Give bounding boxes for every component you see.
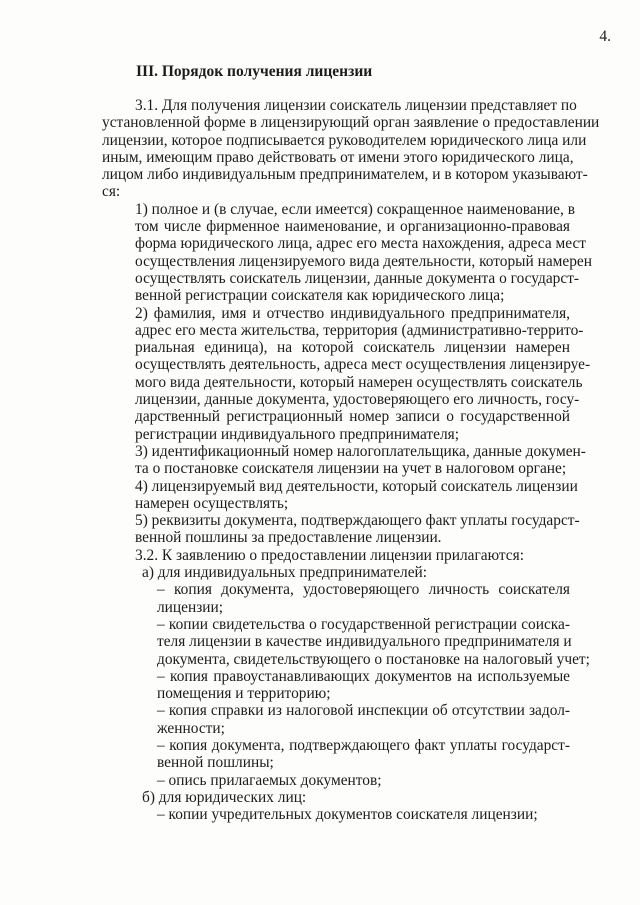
section-heading: III. Порядок получения лицензии	[136, 63, 373, 80]
paragraph	[0, 97, 640, 201]
text-line: осуществлять соискатель лицензии, данные документа о государст-	[135, 269, 580, 287]
list-item	[0, 512, 640, 547]
text-line: адрес его места жительства, территория (административно-террито-	[135, 321, 584, 339]
text-line: – опись прилагаемых документов;	[157, 771, 382, 789]
text-line: 4) лицензируемый вид деятельности, который соискатель лицензии	[135, 477, 578, 495]
list-item	[0, 772, 640, 789]
text-line: – копия правоустанавливающих документов на используемые	[157, 667, 570, 685]
text-line: теля лицензии в качестве индивидуального предпринимателя и	[157, 633, 572, 651]
text-line: 3.2. К заявлению о предоставлении лицензии прилагаются:	[135, 546, 524, 564]
list-item	[0, 201, 640, 305]
text-line: 1) полное и (в случае, если имеется) сокращенное наименование, в	[135, 200, 575, 218]
text-line: помещения и территорию;	[157, 685, 331, 703]
text-line: 2) фамилия, имя и отчество индивидуального предпринимателя,	[135, 304, 570, 322]
text-line: мого вида деятельности, который намерен осуществлять соискатель	[135, 373, 583, 391]
list-item	[0, 668, 640, 703]
text-line: осуществлять деятельность, адреса мест осуществления лицензируе-	[135, 356, 591, 374]
text-line: дарственный регистрационный номер записи о государственной	[135, 408, 570, 426]
list-item	[0, 702, 640, 737]
text-line: 5) реквизиты документа, подтверждающего факт уплаты государст-	[135, 512, 580, 530]
text-line: иным, имеющим право действовать от имени этого юридического лица,	[102, 148, 574, 166]
text-line: женности;	[157, 719, 225, 737]
list-item	[0, 806, 640, 823]
text-line: – копия справки из налоговой инспекции об отсутствии задол-	[157, 702, 570, 720]
text-line: форма юридического лица, адрес его места нахождения, адреса мест	[135, 235, 587, 253]
text-line: лицензии, данные документа, удостоверяющего его личность, госу-	[135, 391, 580, 409]
text-line: б) для юридических лиц:	[142, 788, 307, 806]
list-item	[0, 789, 640, 806]
text-line: та о постановке соискателя лицензии на учет в налоговом органе;	[135, 460, 567, 478]
text-line: а) для индивидуальных предпринимателей:	[142, 564, 428, 582]
text-line: установленной форме в лицензирующий орган заявление о предоставлении	[102, 114, 600, 132]
list-item	[0, 547, 640, 564]
text-line: венной регистрации соискателя как юридического лица;	[135, 287, 505, 305]
text-line: ся:	[102, 183, 121, 201]
text-line: венной пошлины за предоставление лицензии.	[135, 529, 442, 547]
text-line: 3.1. Для получения лицензии соискатель лицензии представляет по	[135, 97, 577, 114]
list-item	[0, 581, 640, 616]
text-line: лицензии, которое подписывается руководителем юридического лица или	[102, 131, 587, 149]
list-item	[0, 616, 640, 668]
text-line: намерен осуществлять;	[135, 494, 289, 512]
text-line: венной пошлины;	[157, 754, 274, 772]
text-line: – копия документа, удостоверяющего личность соискателя	[157, 581, 570, 599]
text-line: лицом либо индивидуальным предпринимателем, и в котором указывают-	[102, 166, 588, 184]
list-item	[0, 737, 640, 772]
list-item	[0, 443, 640, 478]
list-item	[0, 564, 640, 581]
document-body	[0, 97, 640, 823]
list-item	[0, 478, 640, 513]
page-number: 4.	[599, 28, 611, 45]
text-line: риальная единица), на которой соискатель лицензии намерен	[135, 339, 570, 357]
list-item	[0, 305, 640, 443]
text-line: 3) идентификационный номер налогоплательщика, данные докумен-	[135, 442, 586, 460]
text-line: осуществления лицензируемого вида деятельности, который намерен	[135, 252, 592, 270]
text-line: документа, свидетельствующего о постановке на налоговый учет;	[157, 650, 590, 668]
text-line: – копии учредительных документов соискателя лицензии;	[157, 806, 538, 824]
text-line: том числе фирменное наименование, и организационно-правовая	[135, 218, 570, 236]
text-line: – копия документа, подтверждающего факт уплаты государст-	[157, 736, 570, 754]
text-line: лицензии;	[157, 598, 224, 616]
text-line: регистрации индивидуального предпринимателя;	[135, 425, 460, 443]
text-line: – копии свидетельства о государственной регистрации соиска-	[157, 615, 570, 633]
